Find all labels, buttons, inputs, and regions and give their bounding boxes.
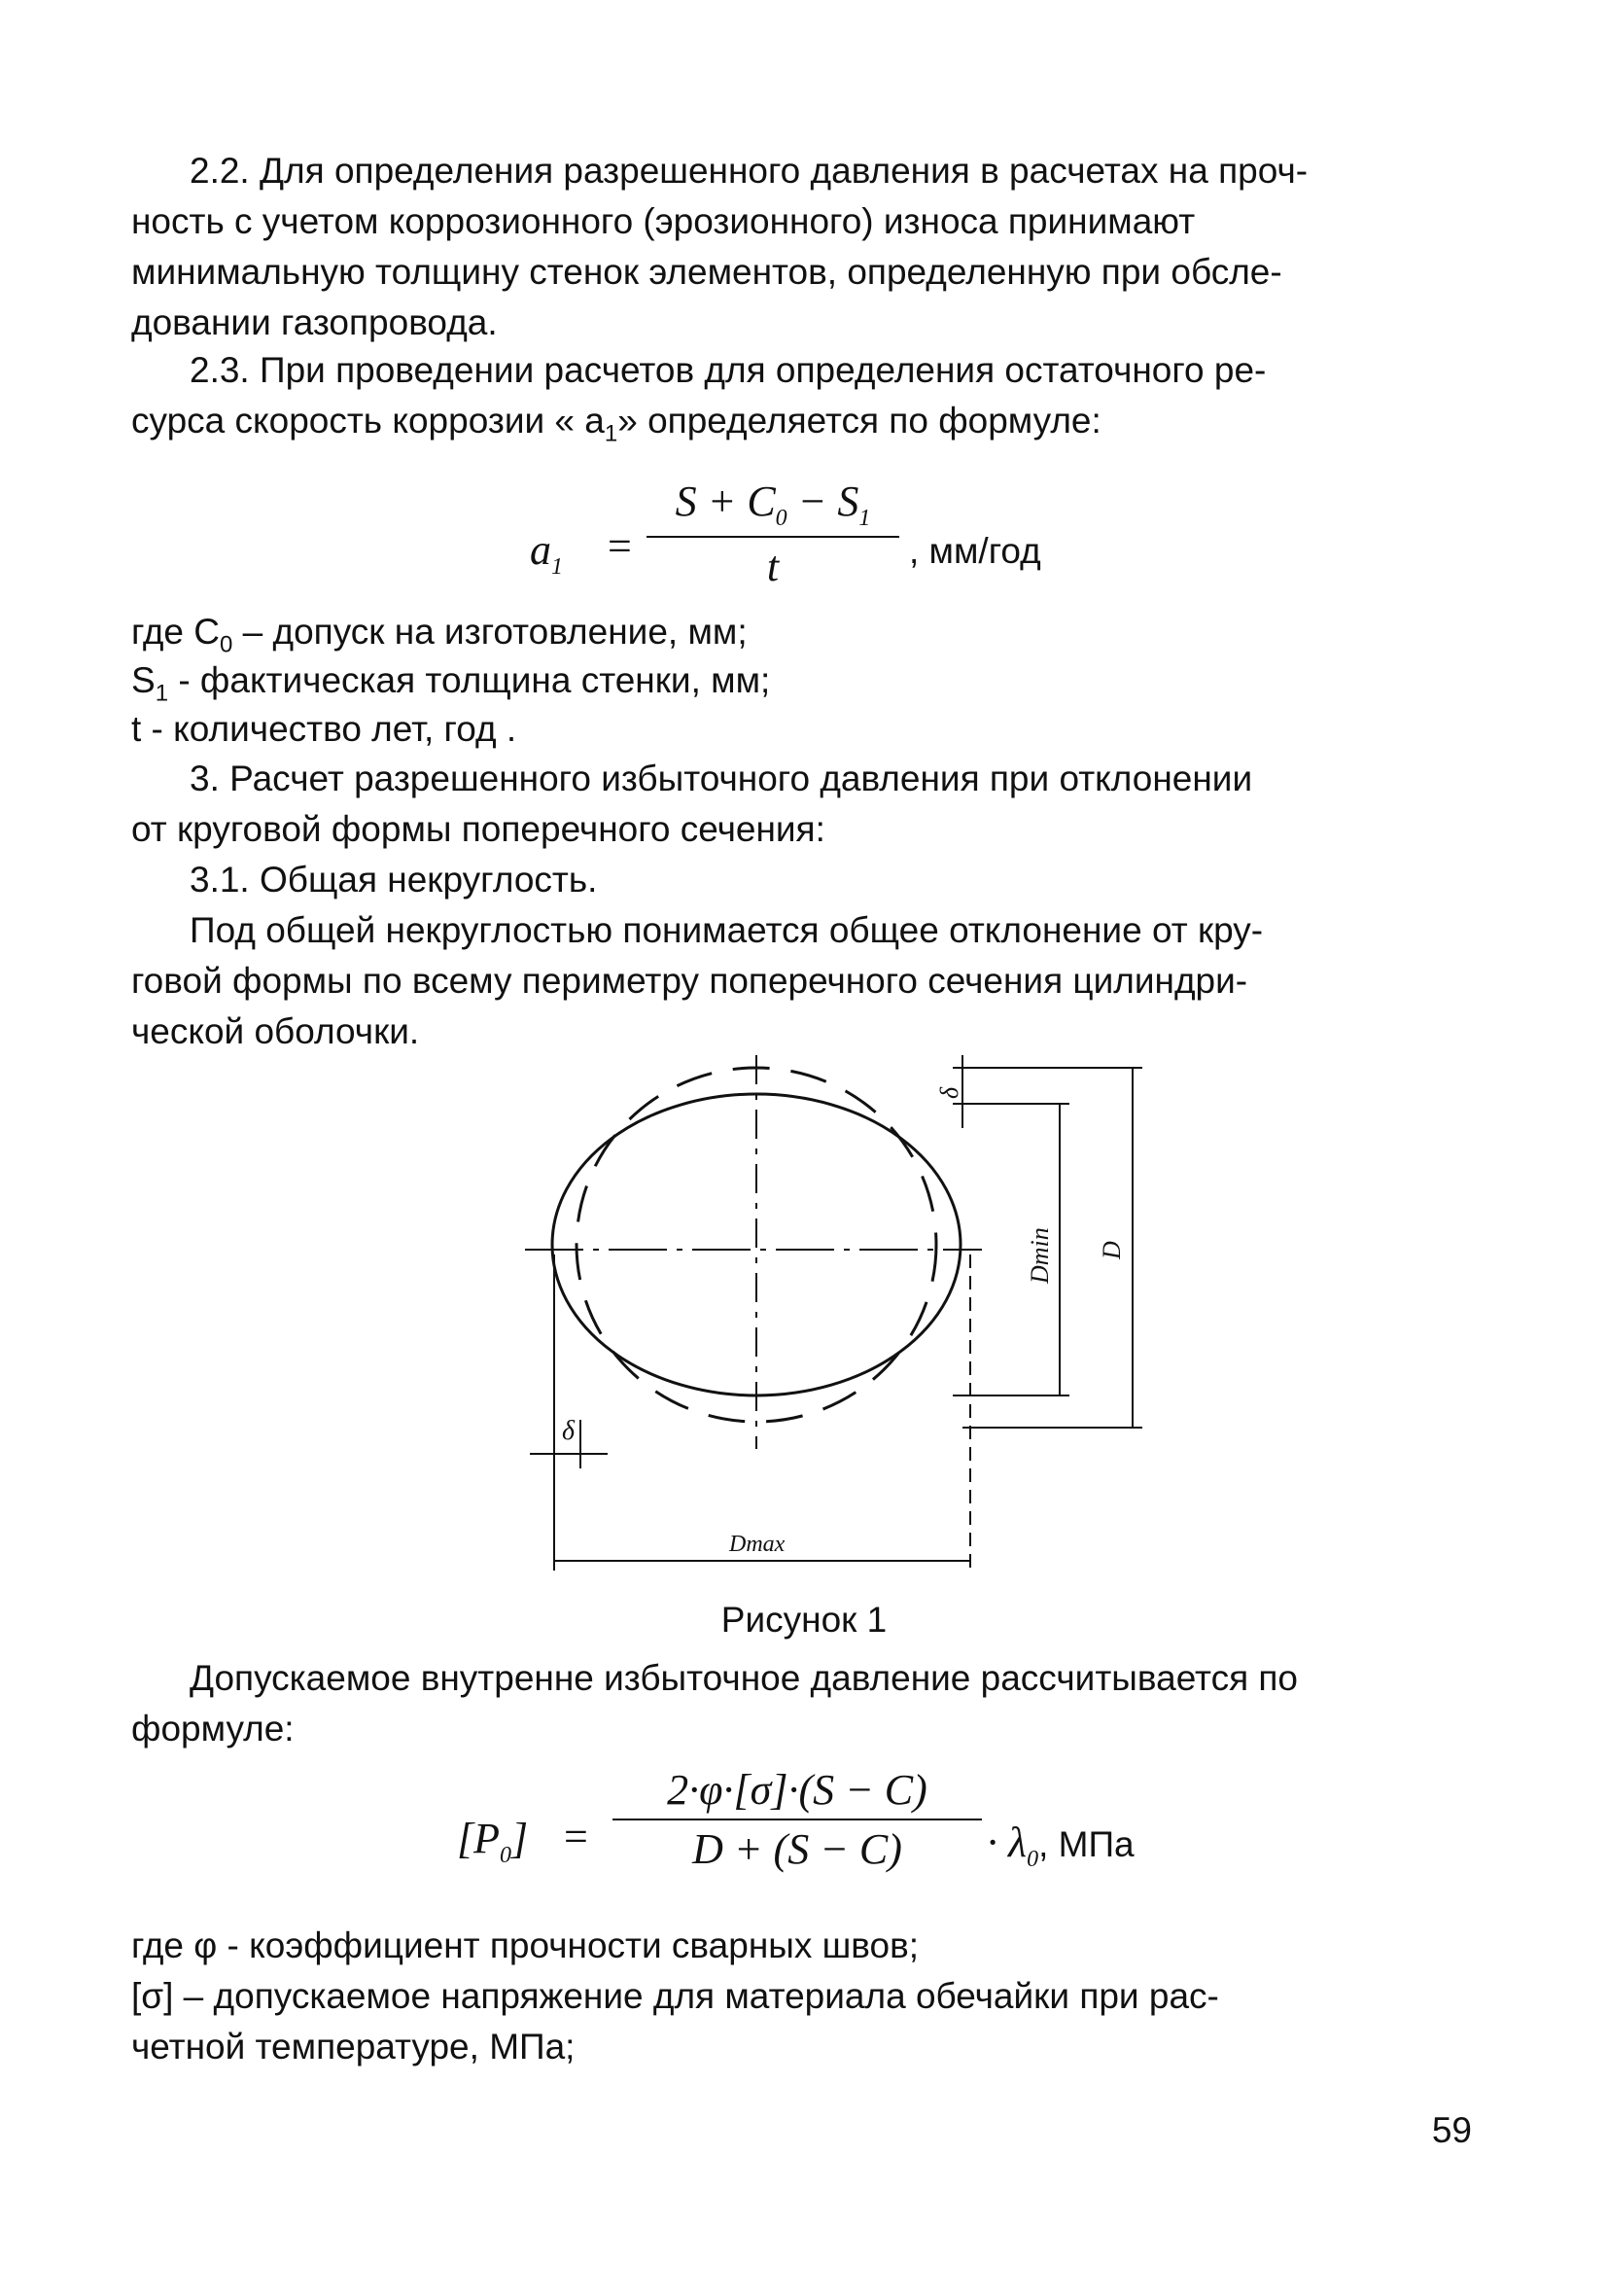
formula-fraction [612,1765,982,1874]
subscript: 1 [604,420,618,447]
definitions-pressure [131,1921,1478,2072]
lambda-factor: · $\lambda_0$, МПа [987,1819,1135,1872]
definition-s1: $S_1$ - фактическая толщина стенки, мм; [131,660,771,707]
figure-caption: Рисунок 1 [720,1600,888,1640]
text-fragment: » определяется по формуле: [617,401,1101,441]
text-line: формуле: [131,1709,295,1748]
text-line: четной температуре, МПа; [131,2027,576,2066]
text-line: Допускаемое внутренне избыточное давление рассчитывается по [190,1658,1299,1698]
equals-sign: = [564,1813,588,1860]
unit-label: , мм/год [909,531,1041,571]
denominator: t [766,542,780,590]
text-line: говой формы по всему периметру поперечного сечения цилиндри- [131,961,1248,1001]
text-line: 3.1. Общая некруглость. [190,860,598,900]
text-line: довании газопровода. [131,302,498,342]
fraction-bar [612,1819,982,1820]
d-label: D [1098,1241,1126,1259]
text-line: 3. Расчет разрешенного избыточного давления при отклонении [190,759,1253,798]
formula-lhs: $[P_0]$ [457,1815,529,1868]
text-line: ческой оболочки. [131,1011,420,1051]
numerator: $S + C_0 - S_1$ [675,477,871,531]
text-line: 2.3. При проведении расчетов для определения остаточного ре- [190,350,1267,390]
dmax-label: Dmax [729,1532,786,1557]
text-fragment: сурса скорость коррозии « a [131,401,605,441]
paragraph-pressure [131,1653,1478,1754]
text-line: Под общей некруглостью понимается общее отклонение от кру- [190,910,1264,950]
page-number: 59 [1431,2110,1472,2150]
text-line: где φ - коэффициент прочности сварных швов; [131,1925,920,1965]
text-line: минимальную толщину стенок элементов, определенную при обсле- [131,252,1282,292]
text-line: от круговой формы поперечного сечения: [131,809,825,849]
definition-c0: где $C_0$ – допуск на изготовление, мм; [131,612,748,658]
definition-t: t - количество лет, год . [131,709,517,749]
text-line: ность с учетом коррозионного (эрозионного) износа принимают [131,201,1196,241]
dmin-label: Dmin [1026,1227,1054,1284]
formula-lhs: $a_1$ [530,526,563,580]
equals-sign: = [608,522,632,570]
text-line: 2.2. Для определения разрешенного давления в расчетах на проч- [190,151,1309,191]
denominator: D + (S − C) [692,1825,902,1873]
delta-top-label: δ [935,1086,963,1099]
numerator: 2·φ·[σ]·(S − C) [667,1766,927,1814]
delta-left-label: δ [562,1416,576,1446]
text-line: [σ] – допускаемое напряжение для материала обечайки при рас- [131,1976,1219,2016]
